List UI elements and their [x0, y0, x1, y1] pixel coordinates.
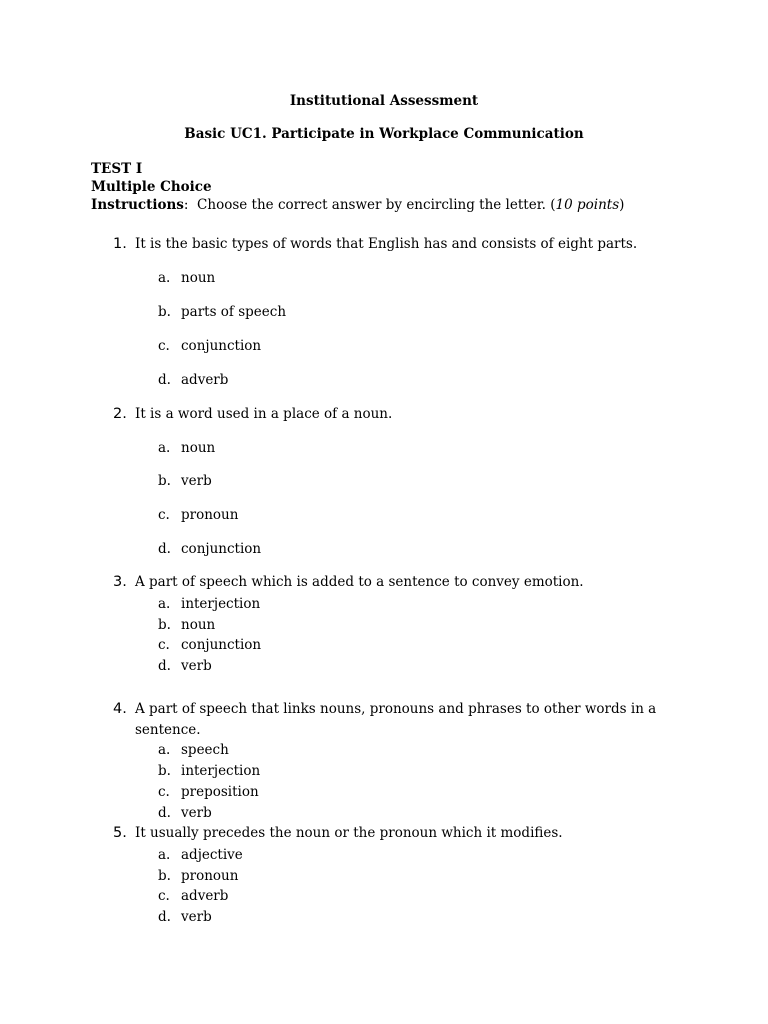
option-letter: b. [158, 868, 171, 884]
option-letter: d. [158, 372, 171, 388]
instructions-colon: : [183, 197, 189, 213]
option-letter: c. [158, 637, 170, 653]
option-letter: b. [158, 763, 171, 779]
option-letter: b. [158, 473, 171, 489]
question-text: A part of speech which is added to a sentence to convey emotion. [135, 574, 584, 590]
question-number: 1. [113, 236, 127, 252]
instructions-label: Instructions [91, 197, 184, 213]
document-title: Institutional Assessment [289, 93, 479, 109]
instructions [91, 198, 624, 214]
option-letter: a. [158, 742, 171, 758]
option-text: speech [181, 742, 229, 758]
test-type: Multiple Choice [91, 179, 212, 195]
instructions-close: ) [619, 197, 625, 213]
option-text: adjective [181, 847, 243, 863]
test-label: TEST I [91, 161, 143, 177]
option-letter: c. [158, 784, 170, 800]
option-text: noun [181, 440, 216, 456]
question-number: 3. [113, 574, 127, 590]
document-subtitle: Basic UC1. Participate in Workplace Communication [184, 126, 584, 142]
option-letter: d. [158, 805, 171, 821]
option-letter: a. [158, 596, 171, 612]
option-letter: c. [158, 338, 170, 354]
option-text: conjunction [181, 541, 262, 557]
option-letter: b. [158, 617, 171, 633]
option-text: interjection [181, 596, 261, 612]
question-number: 2. [113, 406, 127, 422]
option-text: preposition [181, 784, 259, 800]
option-text: interjection [181, 763, 261, 779]
question-text: A part of speech that links nouns, pronouns and phrases to other words in a [135, 701, 657, 717]
question-number: 4. [113, 701, 127, 717]
question-text: It usually precedes the noun or the pronoun which it modifies. [135, 825, 563, 841]
question-number: 5. [113, 825, 127, 841]
option-text: noun [181, 270, 216, 286]
option-text: verb [181, 658, 212, 674]
option-letter: c. [158, 507, 170, 523]
option-letter: a. [158, 847, 171, 863]
instructions-points: 10 points [555, 197, 620, 213]
option-letter: c. [158, 888, 170, 904]
option-text: verb [181, 909, 212, 925]
option-letter: a. [158, 270, 171, 286]
instructions-text: Choose the correct answer by encircling the letter. ( [188, 197, 556, 213]
option-text: noun [181, 617, 216, 633]
option-text: pronoun [181, 868, 239, 884]
option-text: adverb [181, 888, 229, 904]
option-letter: d. [158, 658, 171, 674]
option-text: verb [181, 805, 212, 821]
option-text: pronoun [181, 507, 239, 523]
question-text: It is a word used in a place of a noun. [135, 406, 393, 422]
option-letter: b. [158, 304, 171, 320]
question-text-continued: sentence. [135, 722, 201, 738]
option-text: adverb [181, 372, 229, 388]
option-text: parts of speech [181, 304, 287, 320]
option-text: conjunction [181, 637, 262, 653]
option-text: conjunction [181, 338, 262, 354]
option-letter: a. [158, 440, 171, 456]
option-text: verb [181, 473, 212, 489]
question-text: It is the basic types of words that English has and consists of eight parts. [135, 236, 638, 252]
option-letter: d. [158, 541, 171, 557]
option-letter: d. [158, 909, 171, 925]
